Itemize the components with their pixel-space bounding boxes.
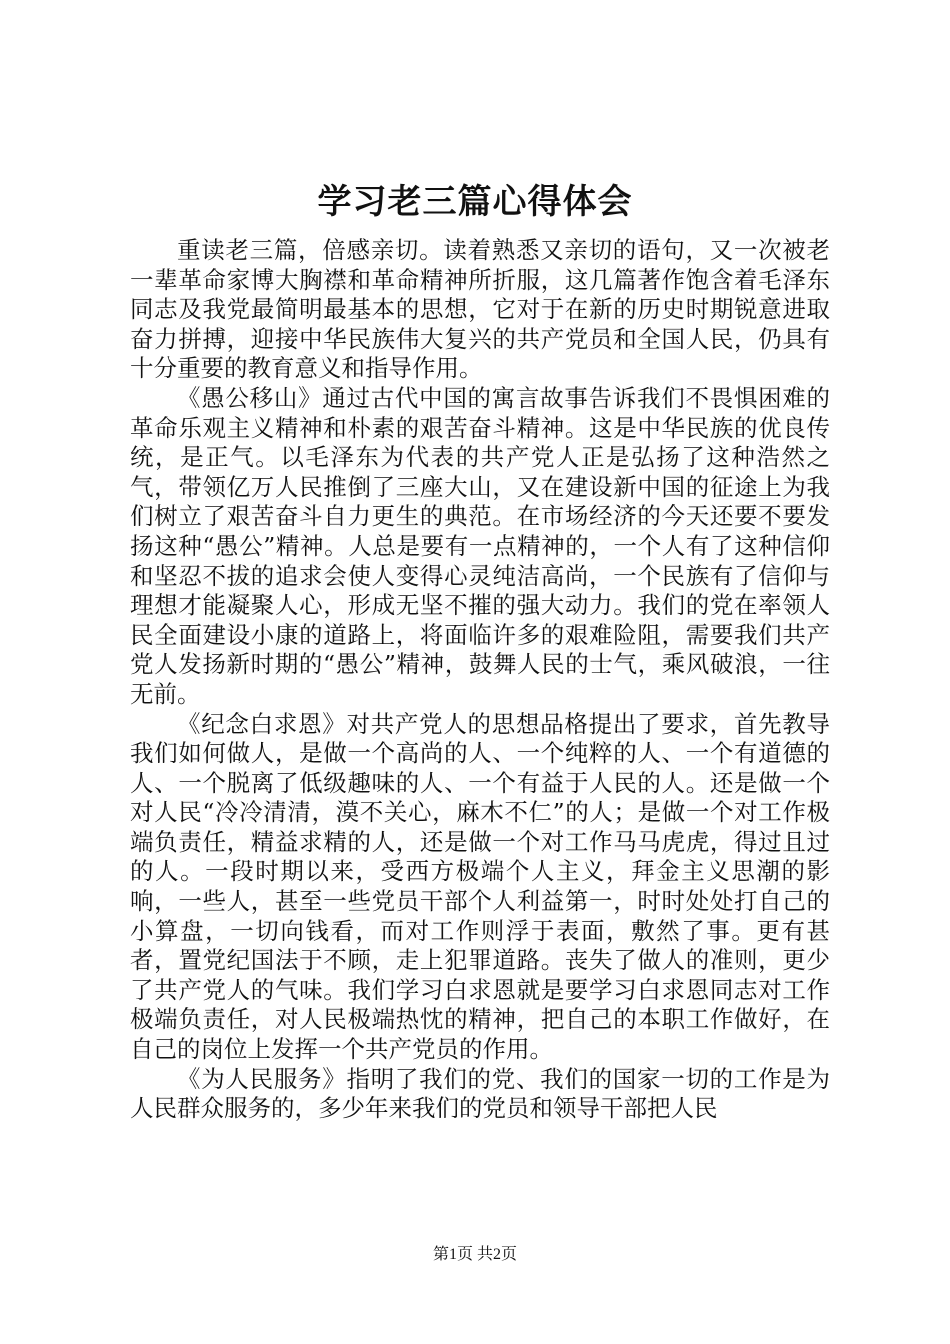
paragraph: 重读老三篇，倍感亲切。读着熟悉又亲切的语句，又一次被老一辈革命家博大胸襟和革命精神所折服，这几篇著作饱含着毛泽东同志及我党最简明最基本的思想，它对于在新的历史时期锐意进取奋力拼搏，迎接中华民族伟大复兴的共产党员和全国人民，仍具有十分重要的教育意义和指导作用。 <box>130 236 830 383</box>
document-title: 学习老三篇心得体会 <box>317 182 633 222</box>
paragraph: 《愚公移山》通过古代中国的寓言故事告诉我们不畏惧困难的革命乐观主义精神和朴素的艰苦奋斗精神。这是中华民族的优良传统，是正气。以毛泽东为代表的共产党人正是弘扬了这种浩然之气，带领亿万人民推倒了三座大山，又在建设新中国的征途上为我们树立了艰苦奋斗自力更生的典范。在市场经济的今天还要不要发扬这种“愚公”精神。人总是要有一点精神的，一个人有了这种信仰和坚忍不拔的追求会使人变得心灵纯洁高尚，一个民族有了信仰与理想才能凝聚人心，形成无坚不摧的强大动力。我们的党在率领人民全面建设小康的道路上，将面临许多的艰难险阻，需要我们共产党人发扬新时期的“愚公”精神，鼓舞人民的士气，乘风破浪，一往无前。 <box>130 383 830 708</box>
paragraph: 《为人民服务》指明了我们的党、我们的国家一切的工作是为人民群众服务的，多少年来我们的党员和领导干部把人民 <box>130 1064 830 1123</box>
document-body <box>130 236 830 1124</box>
paragraph: 《纪念白求恩》对共产党人的思想品格提出了要求，首先教导我们如何做人，是做一个高尚的人、一个纯粹的人、一个有道德的人、一个脱离了低级趣味的人、一个有益于人民的人。还是做一个对人民“冷冷清清，漠不关心，麻木不仁”的人；是做一个对工作极端负责任，精益求精的人，还是做一个对工作马马虎虎，得过且过的人。一段时期以来，受西方极端个人主义，拜金主义思潮的影响，一些人，甚至一些党员干部个人利益第一，时时处处打自己的小算盘，一切向钱看，而对工作则浮于表面，敷然了事。更有甚者，置党纪国法于不顾，走上犯罪道路。丧失了做人的准则，更少了共产党人的气味。我们学习白求恩就是要学习白求恩同志对工作极端负责任，对人民极端热忱的精神，把自己的本职工作做好，在自己的岗位上发挥一个共产党员的作用。 <box>130 709 830 1064</box>
page-number-footer: 第1页 共2页 <box>432 1246 517 1263</box>
